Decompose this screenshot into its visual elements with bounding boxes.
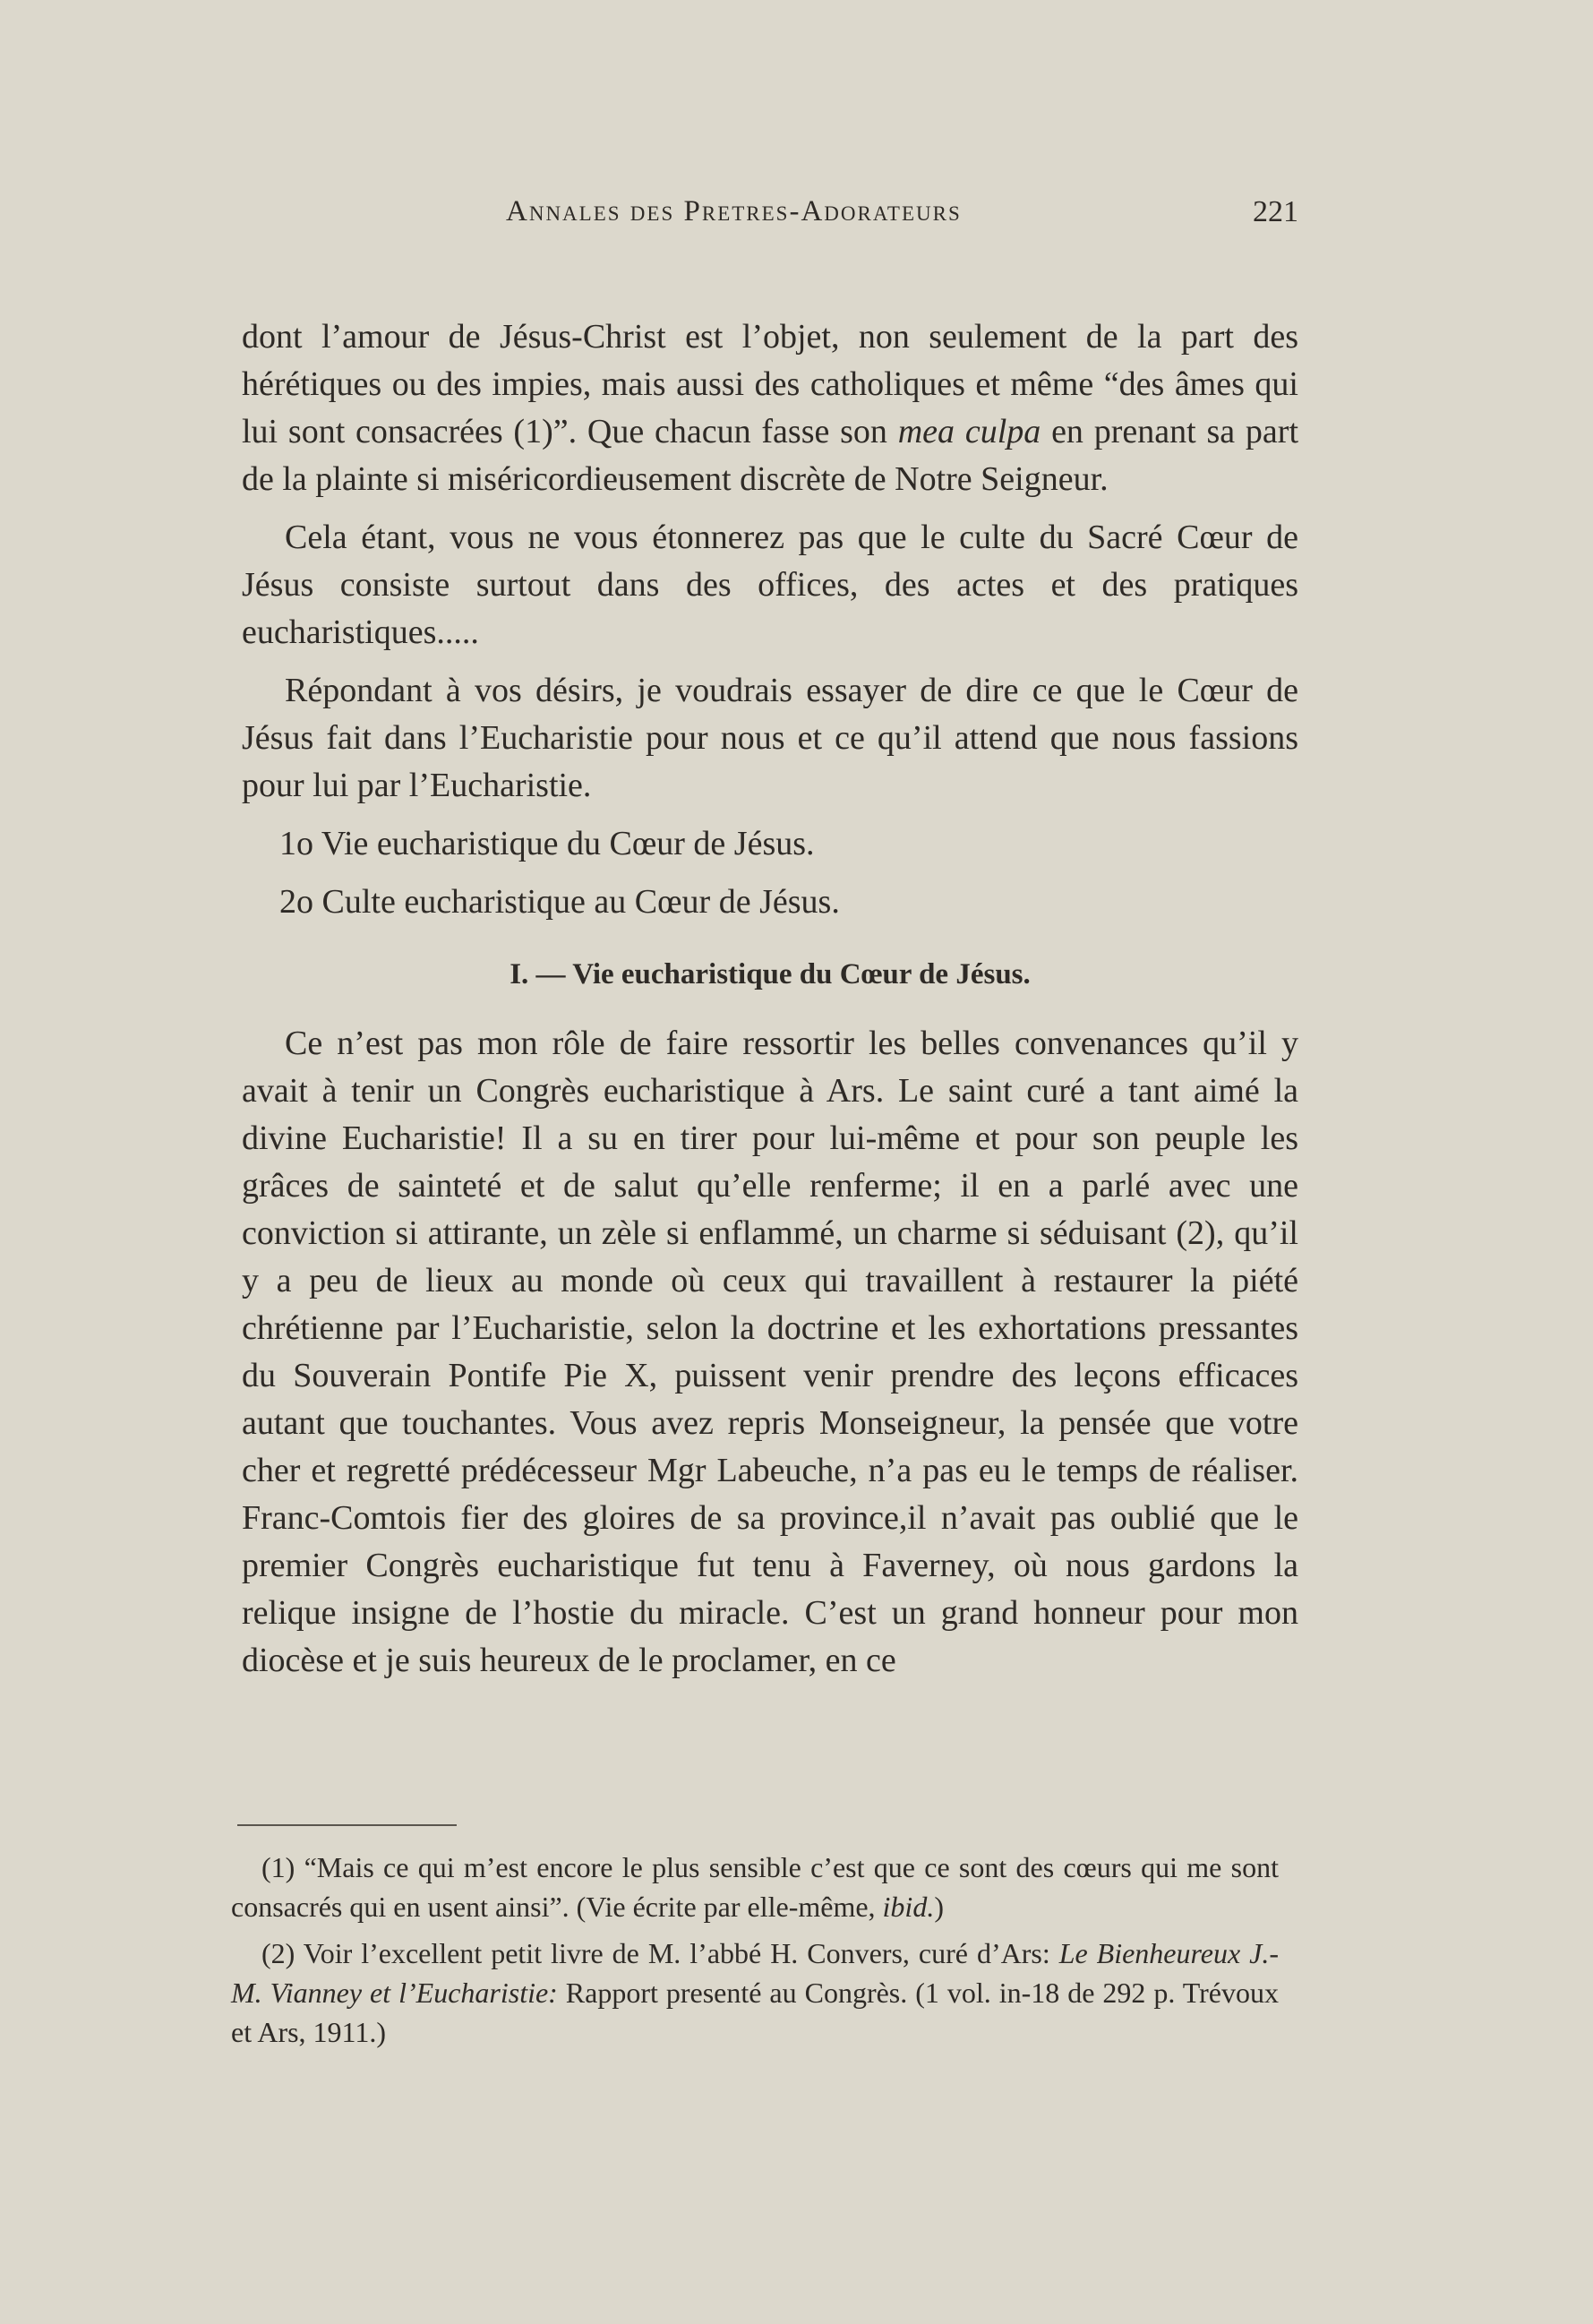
paragraph-1 <box>242 313 1298 503</box>
paragraph-1-italic: mea culpa <box>897 413 1041 450</box>
footnote-1-text-b: ) <box>934 1891 944 1923</box>
outline-item-2: 2o Culte eucharistique au Cœur de Jésus. <box>279 883 840 921</box>
running-header <box>242 190 1298 235</box>
paragraph-2: Cela étant, vous ne vous étonnerez pas que le culte du Sacré Cœur de Jésus consiste surtout dans des offices, des actes et des pratiques eucharistiques..... <box>242 519 1298 651</box>
outline-item-1: 1o Vie eucharistique du Cœur de Jésus. <box>279 825 815 862</box>
footnote-1-italic: ibid. <box>882 1891 935 1923</box>
paragraph-1-text-b: en prenant sa part de la plainte si miséricordieusement discrète de Notre Seigneur. <box>242 413 1298 498</box>
footnote-1-text-a: (1) “Mais ce qui m’est encore le plus sensible c’est que ce sont des cœurs qui me sont consacrés qui en usent ainsi”. (Vie écrite par elle-même, <box>231 1851 1279 1923</box>
running-header-title: Annales des Pretres-Adorateurs <box>506 195 962 227</box>
footnote-2-text-b: Rapport presenté au Congrès. (1 vol. in-18 de 292 p. Trévoux et Ars, 1911.) <box>231 1977 1280 2048</box>
footnotes <box>231 1848 1279 2059</box>
footnote-divider <box>237 1824 457 1826</box>
footnote-2-text-a: (2) Voir l’excellent petit livre de M. l’abbé H. Convers, curé d’Ars: <box>261 1937 1059 1969</box>
paragraph-3: Répondant à vos désirs, je voudrais essayer de dire ce que le Cœur de Jésus fait dans l’Eucharistie pour nous et ce qu’il attend que nous fassions pour lui par l’Eucharistie. <box>242 672 1298 804</box>
footnote-2-italic: Le Bienheureux J.-M. Vianney et l’Eucharistie: <box>231 1937 1280 2009</box>
paragraph-4: Ce n’est pas mon rôle de faire ressortir les belles convenances qu’il y avait à tenir un Congrès eucharistique à Ars. Le saint curé a tant aimé la divine Eucharistie! Il a su en tirer pour lui-même et pour son peuple les grâces de sainteté et de salut qu’elle renferme; il en a parlé avec une conviction si attirante, un zèle si enflammé, un charme si séduisant (2), qu’il y a peu de lieux au monde où ceux qui travaillent à restaurer la piété chrétienne par l’Eucharistie, selon la doctrine et les exhortations pressantes du Souverain Pontife Pie X, puissent venir prendre des leçons efficaces autant que touchantes. Vous avez repris Monseigneur, la pensée que votre cher et regretté prédécesseur Mgr Labeuche, n’a pas eu le temps de réaliser. Franc-Comtois fier des gloires de sa province,il n’avait pas oublié que le premier Congrès eucharistique fut tenu à Faverney, où nous gardons la relique insigne de l’hostie du miracle. C’est un grand honneur pour mon diocèse et je suis heureux de le proclamer, en ce <box>242 1025 1298 1679</box>
section-heading: I. — Vie eucharistique du Cœur de Jésus. <box>510 958 1031 990</box>
body-text <box>242 313 1298 1695</box>
page-number: 221 <box>1253 195 1298 228</box>
paragraph-1-text-a: dont l’amour de Jésus-Christ est l’objet, non seulement de la part des hérétiques ou des impies, mais aussi des catholiques et même “des âmes qui lui sont consacrées (1)”. Que chacun fasse son <box>242 318 1298 450</box>
footnote-1 <box>231 1848 1279 1926</box>
footnote-2 <box>231 1934 1279 2052</box>
